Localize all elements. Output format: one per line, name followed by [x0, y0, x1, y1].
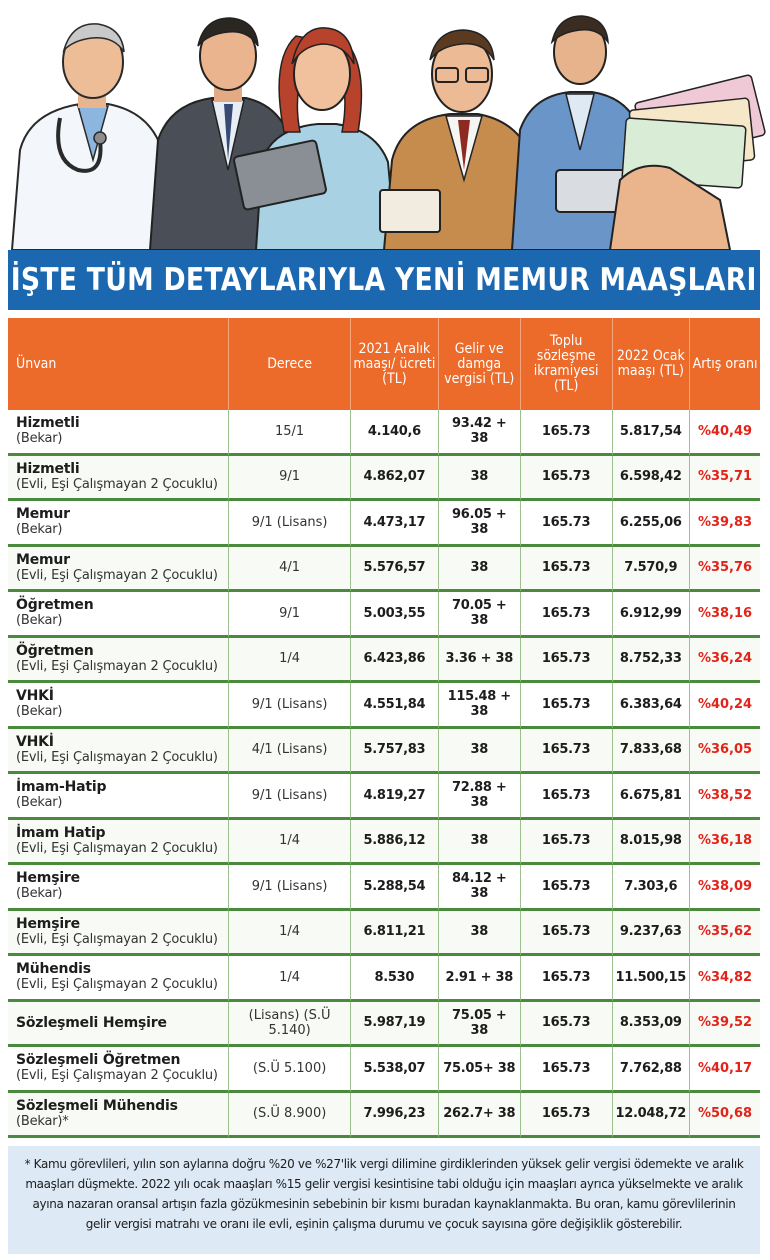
row-subtitle: (Bekar) — [16, 431, 63, 447]
row-january-2022: 11.500,15 — [613, 956, 691, 1002]
row-bonus: 165.73 — [521, 1002, 613, 1048]
row-increase-rate: %34,82 — [690, 956, 760, 1002]
table-row — [8, 820, 760, 866]
row-bonus: 165.73 — [521, 456, 613, 502]
row-title-cell — [8, 638, 229, 684]
row-title: Hizmetli — [16, 460, 80, 477]
row-january-2022: 6.912,99 — [613, 592, 691, 638]
row-tax: 38 — [439, 729, 521, 775]
table-body — [8, 410, 760, 1138]
row-bonus: 165.73 — [521, 410, 613, 456]
row-grade: 4/1 — [229, 547, 351, 593]
row-january-2022: 7.570,9 — [613, 547, 691, 593]
row-increase-rate: %35,71 — [690, 456, 760, 502]
row-title-cell — [8, 547, 229, 593]
row-december-2021: 6.811,21 — [351, 911, 439, 957]
row-subtitle: (Evli, Eşi Çalışmayan 2 Çocuklu) — [16, 840, 218, 856]
row-grade: 4/1 (Lisans) — [229, 729, 351, 775]
row-tax: 72.88 + 38 — [439, 774, 521, 820]
row-tax: 84.12 + 38 — [439, 865, 521, 911]
table-row — [8, 547, 760, 593]
table-row — [8, 911, 760, 957]
row-grade: (Lisans) (S.Ü 5.140) — [229, 1002, 351, 1048]
row-subtitle: (Evli, Eşi Çalışmayan 2 Çocuklu) — [16, 977, 218, 993]
row-bonus: 165.73 — [521, 1047, 613, 1093]
row-title-cell — [8, 820, 229, 866]
row-grade: 1/4 — [229, 911, 351, 957]
row-bonus: 165.73 — [521, 865, 613, 911]
table-row — [8, 410, 760, 456]
table-row — [8, 456, 760, 502]
row-increase-rate: %50,68 — [690, 1093, 760, 1139]
row-increase-rate: %35,62 — [690, 911, 760, 957]
header-tax: Gelir ve damga vergisi (TL) — [439, 318, 521, 410]
row-grade: 9/1 (Lisans) — [229, 774, 351, 820]
row-december-2021: 5.538,07 — [351, 1047, 439, 1093]
row-title-cell — [8, 410, 229, 456]
row-december-2021: 4.551,84 — [351, 683, 439, 729]
table-row — [8, 729, 760, 775]
row-december-2021: 4.862,07 — [351, 456, 439, 502]
row-bonus: 165.73 — [521, 911, 613, 957]
row-january-2022: 6.255,06 — [613, 501, 691, 547]
row-subtitle: (Bekar) — [16, 613, 63, 629]
row-bonus: 165.73 — [521, 1093, 613, 1139]
row-january-2022: 5.817,54 — [613, 410, 691, 456]
row-subtitle: (Evli, Eşi Çalışmayan 2 Çocuklu) — [16, 931, 218, 947]
row-title-cell — [8, 592, 229, 638]
row-subtitle: (Bekar) — [16, 522, 63, 538]
row-title-cell — [8, 1093, 229, 1139]
row-tax: 262.7+ 38 — [439, 1093, 521, 1139]
row-december-2021: 5.576,57 — [351, 547, 439, 593]
row-subtitle: (Evli, Eşi Çalışmayan 2 Çocuklu) — [16, 1068, 218, 1084]
row-increase-rate: %36,18 — [690, 820, 760, 866]
row-bonus: 165.73 — [521, 956, 613, 1002]
row-january-2022: 6.675,81 — [613, 774, 691, 820]
row-increase-rate: %36,05 — [690, 729, 760, 775]
row-increase-rate: %39,52 — [690, 1002, 760, 1048]
table-row — [8, 1093, 760, 1139]
row-grade: 1/4 — [229, 638, 351, 684]
row-january-2022: 7.833,68 — [613, 729, 691, 775]
row-title: Öğretmen — [16, 642, 94, 659]
header-december-2021: 2021 Aralık maaşı/ ücreti (TL) — [351, 318, 439, 410]
row-grade: 9/1 (Lisans) — [229, 865, 351, 911]
row-bonus: 165.73 — [521, 774, 613, 820]
row-title-cell — [8, 501, 229, 547]
row-january-2022: 9.237,63 — [613, 911, 691, 957]
table-row — [8, 865, 760, 911]
row-grade: 9/1 (Lisans) — [229, 683, 351, 729]
row-december-2021: 6.423,86 — [351, 638, 439, 684]
row-subtitle: (Bekar)* — [16, 1113, 69, 1129]
row-january-2022: 6.598,42 — [613, 456, 691, 502]
row-title: İmam Hatip — [16, 824, 106, 841]
doctor-figure — [12, 24, 170, 250]
row-title: Memur — [16, 506, 70, 523]
row-title: Sözleşmeli Hemşire — [16, 1014, 167, 1031]
row-tax: 75.05+ 38 — [439, 1047, 521, 1093]
row-january-2022: 8.752,33 — [613, 638, 691, 684]
salary-table — [8, 318, 760, 1138]
row-january-2022: 12.048,72 — [613, 1093, 691, 1139]
table-row — [8, 956, 760, 1002]
row-tax: 93.42 + 38 — [439, 410, 521, 456]
row-december-2021: 4.473,17 — [351, 501, 439, 547]
row-tax: 2.91 + 38 — [439, 956, 521, 1002]
row-tax: 3.36 + 38 — [439, 638, 521, 684]
row-title: Hemşire — [16, 915, 80, 932]
row-title: Sözleşmeli Öğretmen — [16, 1052, 181, 1069]
table-row — [8, 638, 760, 684]
row-december-2021: 5.886,12 — [351, 820, 439, 866]
row-grade: 9/1 — [229, 456, 351, 502]
row-december-2021: 4.140,6 — [351, 410, 439, 456]
table-row — [8, 683, 760, 729]
row-bonus: 165.73 — [521, 729, 613, 775]
row-title: İmam-Hatip — [16, 779, 107, 796]
row-title: Hizmetli — [16, 415, 80, 432]
row-title-cell — [8, 774, 229, 820]
row-tax: 70.05 + 38 — [439, 592, 521, 638]
row-grade: 1/4 — [229, 820, 351, 866]
header-grade: Derece — [229, 318, 351, 410]
headline-text: İŞTE TÜM DETAYLARIYLA YENİ MEMUR MAAŞLARI — [11, 262, 757, 298]
table-row — [8, 592, 760, 638]
row-title-cell — [8, 956, 229, 1002]
header-title: Ünvan — [8, 318, 229, 410]
row-increase-rate: %40,24 — [690, 683, 760, 729]
row-tax: 75.05 + 38 — [439, 1002, 521, 1048]
row-increase-rate: %35,76 — [690, 547, 760, 593]
row-title: Mühendis — [16, 961, 91, 978]
row-increase-rate: %40,49 — [690, 410, 760, 456]
row-title-cell — [8, 911, 229, 957]
table-row — [8, 1047, 760, 1093]
row-bonus: 165.73 — [521, 820, 613, 866]
row-grade: 15/1 — [229, 410, 351, 456]
row-tax: 115.48 + 38 — [439, 683, 521, 729]
footnote-text: * Kamu görevlileri, yılın son aylarına doğru %20 ve %27'lik vergi dilimine girdiklerinden yüksek gelir vergisi ödemekte ve aralık maaşları düşmekte. 2022 yılı ocak maaşları %15 gelir vergisi kesintisine tabi olduğu için maaşları ayrıca yükselmekte ve aralık ayına nazaran oransal artışın fazla gözükmesinin sebebinin bir kısmı buradan kaynaklanmakta. Bu oran, kamu görevlilerinin gelir vergisi matrahı ve oranı ile evli, eşinin çalışma durumu ve çocuk sayısına göre değişiklik gösterebilir. — [24, 1157, 744, 1231]
row-tax: 96.05 + 38 — [439, 501, 521, 547]
row-december-2021: 7.996,23 — [351, 1093, 439, 1139]
row-title: VHKİ — [16, 688, 54, 705]
row-subtitle: (Bekar) — [16, 795, 63, 811]
row-subtitle: (Bekar) — [16, 886, 63, 902]
table-header-row — [8, 318, 760, 410]
row-january-2022: 7.303,6 — [613, 865, 691, 911]
row-tax: 38 — [439, 456, 521, 502]
header-january-2022: 2022 Ocak maaşı (TL) — [613, 318, 691, 410]
row-increase-rate: %38,09 — [690, 865, 760, 911]
row-tax: 38 — [439, 820, 521, 866]
row-title-cell — [8, 683, 229, 729]
row-subtitle: (Evli, Eşi Çalışmayan 2 Çocuklu) — [16, 749, 218, 765]
table-row — [8, 1002, 760, 1048]
money-banknotes — [610, 74, 766, 250]
row-title-cell — [8, 456, 229, 502]
row-title: Memur — [16, 551, 70, 568]
row-grade: 1/4 — [229, 956, 351, 1002]
row-grade: (S.Ü 5.100) — [229, 1047, 351, 1093]
row-title-cell — [8, 865, 229, 911]
row-subtitle: (Evli, Eşi Çalışmayan 2 Çocuklu) — [16, 567, 218, 583]
row-title: Hemşire — [16, 870, 80, 887]
row-increase-rate: %39,83 — [690, 501, 760, 547]
headline-banner — [8, 250, 760, 314]
row-bonus: 165.73 — [521, 683, 613, 729]
row-bonus: 165.73 — [521, 547, 613, 593]
row-increase-rate: %36,24 — [690, 638, 760, 684]
row-december-2021: 5.003,55 — [351, 592, 439, 638]
row-december-2021: 8.530 — [351, 956, 439, 1002]
row-increase-rate: %40,17 — [690, 1047, 760, 1093]
row-grade: 9/1 — [229, 592, 351, 638]
row-subtitle: (Evli, Eşi Çalışmayan 2 Çocuklu) — [16, 476, 218, 492]
row-title: Sözleşmeli Mühendis — [16, 1097, 178, 1114]
header-bonus: Toplu sözleşme ikramiyesi (TL) — [521, 318, 613, 410]
row-december-2021: 5.757,83 — [351, 729, 439, 775]
row-bonus: 165.73 — [521, 592, 613, 638]
row-grade: (S.Ü 8.900) — [229, 1093, 351, 1139]
table-row — [8, 501, 760, 547]
footnote-box — [8, 1146, 760, 1254]
row-grade: 9/1 (Lisans) — [229, 501, 351, 547]
row-tax: 38 — [439, 547, 521, 593]
row-january-2022: 7.762,88 — [613, 1047, 691, 1093]
row-january-2022: 8.353,09 — [613, 1002, 691, 1048]
workers-illustration — [0, 0, 770, 250]
row-title-cell — [8, 1002, 229, 1048]
row-bonus: 165.73 — [521, 501, 613, 547]
row-title-cell — [8, 729, 229, 775]
row-bonus: 165.73 — [521, 638, 613, 684]
header-illustration — [0, 0, 770, 250]
row-title: Öğretmen — [16, 597, 94, 614]
row-title: VHKİ — [16, 733, 54, 750]
row-subtitle: (Evli, Eşi Çalışmayan 2 Çocuklu) — [16, 658, 218, 674]
row-december-2021: 5.987,19 — [351, 1002, 439, 1048]
header-increase-rate: Artış oranı — [690, 318, 760, 410]
row-tax: 38 — [439, 911, 521, 957]
row-december-2021: 4.819,27 — [351, 774, 439, 820]
row-january-2022: 6.383,64 — [613, 683, 691, 729]
row-december-2021: 5.288,54 — [351, 865, 439, 911]
row-increase-rate: %38,16 — [690, 592, 760, 638]
row-increase-rate: %38,52 — [690, 774, 760, 820]
table-row — [8, 774, 760, 820]
row-subtitle: (Bekar) — [16, 704, 63, 720]
row-january-2022: 8.015,98 — [613, 820, 691, 866]
row-title-cell — [8, 1047, 229, 1093]
